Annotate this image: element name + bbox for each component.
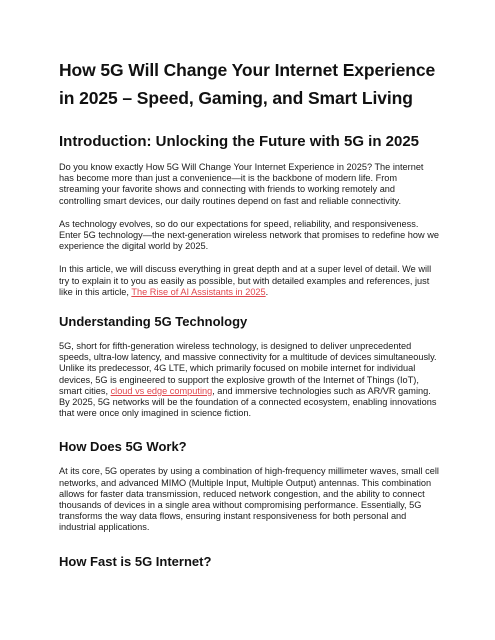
ai-assistants-link[interactable]: The Rise of AI Assistants in 2025 xyxy=(131,286,266,297)
document-title: How 5G Will Change Your Internet Experience in 2025 – Speed, Gaming, and Smart Living xyxy=(59,60,436,108)
section-paragraph-how-works: At its core, 5G operates by using a combination of high-frequency millimeter waves, small cell networks, and advanced MIMO (Multiple Input, Multiple Output) antennas. This combination allows for faster data transmission, reduced network congestion, and the ability to connect thousands of devices in a single area without compromising performance. Essentially, 5G transforms the way data flows, ensuring instant responsiveness for both personal and industrial applications. xyxy=(59,466,439,533)
intro-paragraph-3-text: In this article, we will discuss everything in great depth and at a super level of detail. We will try to explain it to you as easily as possible, but with detailed examples and references, just like in this article, xyxy=(59,264,432,297)
section-paragraph-understanding-text: 5G, short for fifth-generation wireless technology, is designed to deliver unprecedented speeds, ultra-low latency, and massive connectivity for a multitude of devices simultaneously. Unlike its predecessor, 4G LTE, which primarily focused on mobile internet for individual devices, 5G is engineered to support the explosive growth of the Internet of Things (IoT), smart cities, xyxy=(59,341,437,396)
section-heading-how-works: How Does 5G Work? xyxy=(59,439,187,455)
intro-paragraph-3-end: . xyxy=(265,286,269,297)
cloud-vs-edge-link[interactable]: cloud vs edge computing xyxy=(110,385,213,396)
intro-paragraph-3 xyxy=(59,264,439,298)
section-paragraph-understanding-end: , and immersive technologies such as AR/VR gaming. By 2025, 5G networks will be the foundation of a connected ecosystem, enabling innovations that were once only imagined in science fiction. xyxy=(59,385,437,419)
section-heading-understanding: Understanding 5G Technology xyxy=(59,314,248,330)
intro-heading: Introduction: Unlocking the Future with 5G in 2025 xyxy=(59,133,420,150)
intro-paragraph-1: Do you know exactly How 5G Will Change Your Internet Experience in 2025? The internet has become more than just a convenience—it is the backbone of modern life. From streaming your favorite shows and connecting with friends to working remotely and controlling smart devices, our daily routines depend on fast and reliable connectivity. xyxy=(59,162,424,206)
section-paragraph-understanding xyxy=(59,341,439,419)
intro-paragraph-2: As technology evolves, so do our expectations for speed, reliability, and responsiveness. Enter 5G technology—the next-generation wireless network that promises to redefine how we experience the digital world by 2025. xyxy=(59,218,439,252)
section-heading-how-fast: How Fast is 5G Internet? xyxy=(59,553,212,569)
